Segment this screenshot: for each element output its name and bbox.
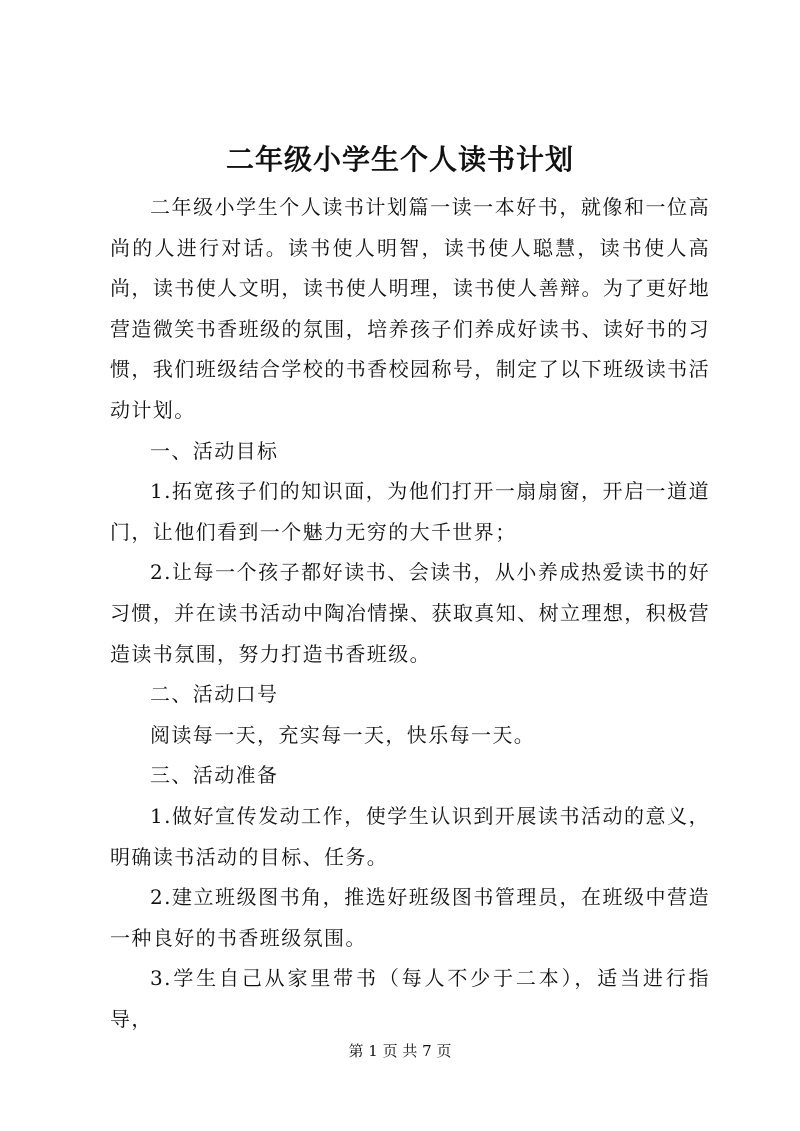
intro-paragraph: 二年级小学生个人读书计划篇一读一本好书，就像和一位高尚的人进行对话。读书使人明智，读书使人聪慧，读书使人高尚，读书使人文明，读书使人明理，读书使人善辩。为了更好地营造微笑书香班级的氛围，培养孩子们养成好读书、读好书的习惯，我们班级结合学校的书香校园称号，制定了以下班级读书活动计划。 <box>110 195 710 422</box>
section-heading-goals: 一、活动目标 <box>150 438 279 463</box>
goal-item-2: 2.让每一个孩子都好读书、会读书，从小养成热爱读书的好习惯，并在读书活动中陶冶情操、获取真知、树立理想，积极营造读书氛围，努力打造书香班级。 <box>110 560 710 666</box>
preparation-item-3: 3.学生自己从家里带书（每人不少于二本），适当进行指导， <box>110 966 710 1031</box>
goal-item-1: 1.拓宽孩子们的知识面，为他们打开一扇扇窗，开启一道道门，让他们看到一个魅力无穷的大千世界； <box>110 479 710 544</box>
preparation-item-2: 2.建立班级图书角，推选好班级图书管理员，在班级中营造一种良好的书香班级氛围。 <box>110 885 710 950</box>
section-heading-slogan: 二、活动口号 <box>150 682 279 707</box>
preparation-item-1: 1.做好宣传发动工作，使学生认识到开展读书活动的意义，明确读书活动的目标、任务。 <box>110 803 710 869</box>
section-heading-preparation: 三、活动准备 <box>150 763 279 788</box>
document-title: 二年级小学生个人读书计划 <box>225 143 574 176</box>
slogan-paragraph: 阅读每一天，充实每一天，快乐每一天。 <box>150 722 536 747</box>
page-number-footer: 第 1 页 共 7 页 <box>348 1042 452 1060</box>
document-body <box>110 187 710 1039</box>
